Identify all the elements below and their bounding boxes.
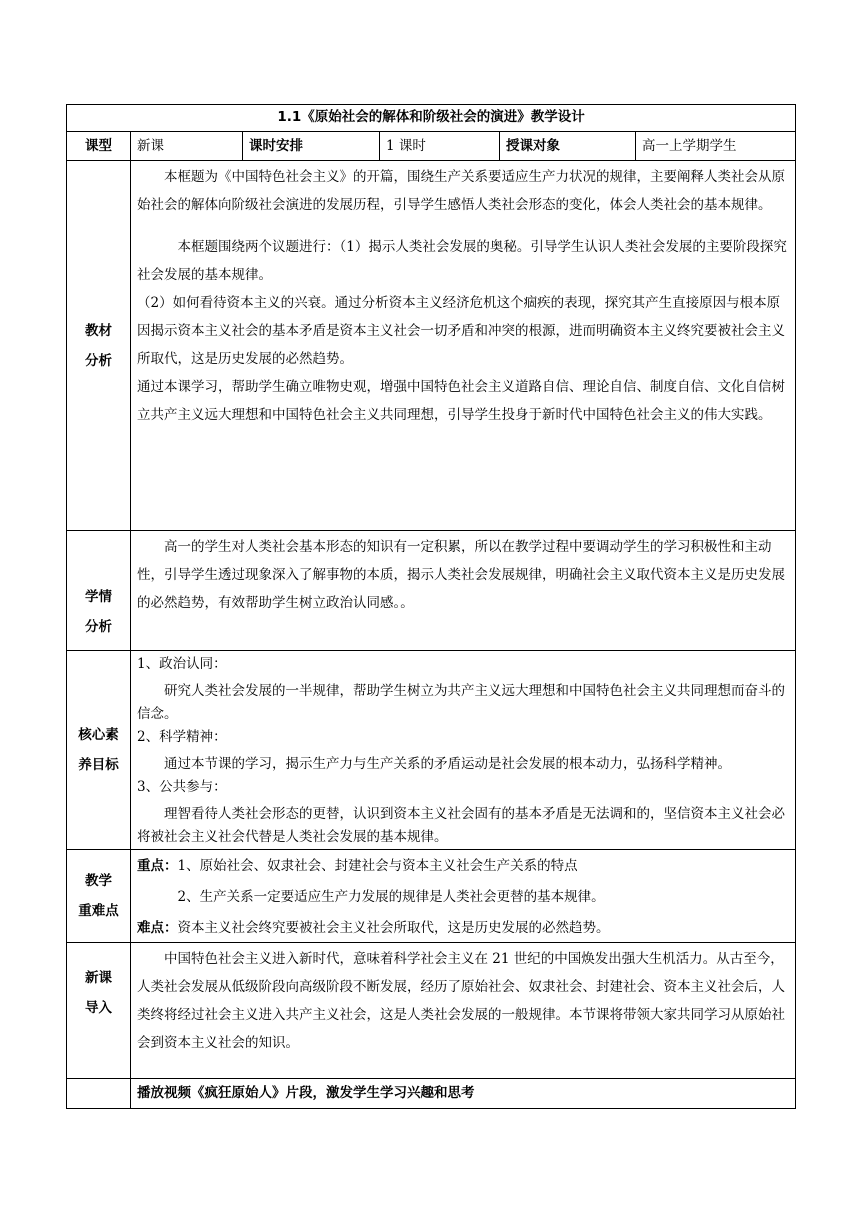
core-text-2: 通过本节课的学习，揭示生产力与生产关系的矛盾运动是社会发展的根本动力，弘扬科学精神。	[164, 756, 731, 772]
learner-label-line2: 分析	[85, 619, 112, 635]
video-row-label	[67, 1079, 131, 1109]
lesson-plan-table	[66, 104, 796, 1109]
video-activity: 播放视频《疯狂原始人》片段，激发学生学习兴趣和思考	[131, 1079, 796, 1109]
textbook-paragraph-1: 本框题为《中国特色社会主义》的开篇，围绕生产关系要适应生产力状况的规律，主要阐释人类社会从原始社会的解体向阶级社会演进的发展历程，引导学生感悟人类社会形态的变化，体会人类社会的基本规律。	[137, 169, 785, 213]
course-type-value: 新课	[131, 132, 243, 161]
difficult-point-1: 资本主义社会终究要被社会主义社会所取代，这是历史发展的必然趋势。	[177, 920, 610, 936]
course-type-label: 课型	[67, 132, 131, 161]
difficult-points-label: 难点：	[137, 920, 178, 936]
textbook-analysis-label	[67, 161, 131, 531]
intro-label-line2: 导入	[85, 1000, 112, 1016]
learner-label-line1: 学情	[85, 589, 112, 605]
core-label-line1: 核心素	[78, 727, 119, 743]
intro-paragraph: 中国特色社会主义进入新时代，意味着科学社会主义在 21 世纪的中国焕发出强大生机活力。从古至今，人类社会发展从低级阶段向高级阶段不断发展，经历了原始社会、奴隶社会、封建社会、资本主义社会后，人类终将经过社会主义进入共产主义社会，这是人类社会发展的一般规律。本节课将带领大家共同学习从原始社会到资本主义社会的知识。	[137, 951, 785, 1051]
intro-label	[67, 943, 131, 1079]
textbook-paragraph-2: 本框题围绕两个议题进行：（1）揭示人类社会发展的奥秘。引导学生认识人类社会发展的主要阶段探究社会发展的基本规律。	[137, 239, 787, 283]
lesson-plan-document	[66, 104, 795, 1109]
class-hours-value: 1 课时	[380, 132, 500, 161]
key-label-line1: 教学	[85, 873, 112, 889]
audience-label: 授课对象	[500, 132, 636, 161]
document-title: 1.1《原始社会的解体和阶级社会的演进》教学设计	[67, 105, 796, 132]
core-heading-2: 2、科学精神：	[137, 729, 227, 745]
core-label-line2: 养目标	[78, 757, 119, 773]
core-heading-1: 1、政治认同：	[137, 656, 227, 672]
textbook-label-line1: 教材	[85, 322, 112, 339]
key-point-1: 1、原始社会、奴隶社会、封建社会与资本主义社会生产关系的特点	[177, 858, 578, 874]
textbook-paragraph-4: 通过本课学习，帮助学生确立唯物史观，增强中国特色社会主义道路自信、理论自信、制度自信、文化自信树立共产主义远大理想和中国特色社会主义共同理想，引导学生投身于新时代中国特色社会主义的伟大实践。	[137, 379, 785, 423]
learner-paragraph: 高一的学生对人类社会基本形态的知识有一定积累，所以在教学过程中要调动学生的学习积极性和主动性，引导学生透过现象深入了解事物的本质，揭示人类社会发展规律，明确社会主义取代资本主义是历史发展的必然趋势，有效帮助学生树立政治认同感。。	[137, 539, 785, 611]
key-label-line2: 重难点	[78, 903, 119, 919]
textbook-analysis-content	[131, 161, 796, 531]
core-competency-content	[131, 651, 796, 850]
core-heading-3: 3、公共参与：	[137, 779, 227, 795]
intro-label-line1: 新课	[85, 970, 112, 986]
core-competency-label	[67, 651, 131, 850]
textbook-label-line2: 分析	[85, 352, 112, 369]
key-points-label: 重点：	[137, 858, 178, 874]
class-hours-label: 课时安排	[243, 132, 380, 161]
key-difficult-content	[131, 850, 796, 943]
key-point-2: 2、生产关系一定要适应生产力发展的规律是人类社会更替的基本规律。	[177, 889, 605, 905]
audience-value: 高一上学期学生	[636, 132, 796, 161]
intro-content	[131, 943, 796, 1079]
learner-analysis-content	[131, 531, 796, 651]
core-text-1: 研究人类社会发展的一半规律，帮助学生树立为共产主义远大理想和中国特色社会主义共同理想而奋斗的信念。	[137, 683, 785, 722]
key-difficult-label	[67, 850, 131, 943]
textbook-paragraph-3: （2）如何看待资本主义的兴衰。通过分析资本主义经济危机这个痼疾的表现，探究其产生直接原因与根本原因揭示资本主义社会的基本矛盾是资本主义社会一切矛盾和冲突的根源，进而明确资本主义终究要被社会主义所取代，这是历史发展的必然趋势。	[137, 295, 785, 367]
core-text-3: 理智看待人类社会形态的更替，认识到资本主义社会固有的基本矛盾是无法调和的，坚信资本主义社会必将被社会主义社会代替是人类社会发展的基本规律。	[137, 806, 785, 845]
learner-analysis-label	[67, 531, 131, 651]
